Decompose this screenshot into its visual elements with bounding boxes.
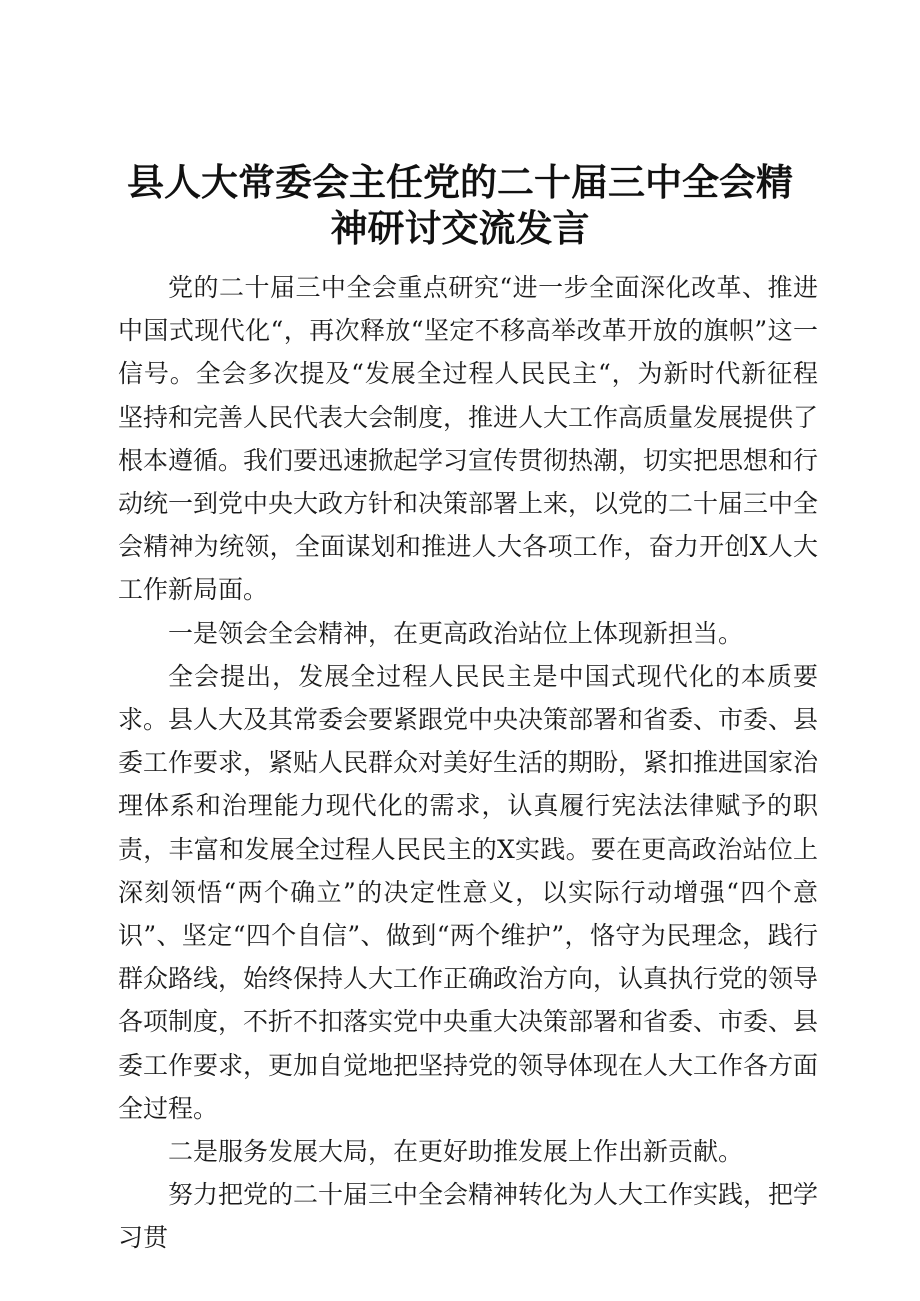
paragraph-heading-2: 二是服务发展大局，在更好助推发展上作出新贡献。	[168, 1137, 744, 1167]
paragraph-intro: 党的二十届三中全会重点研究“进一步全面深化改革、推进中国式现代化“，再次释放“坚定不移高举改革开放的旗帜”这一信号。全会多次提及“发展全过程人民民主“，为新时代新征程坚持和完善人民代表大会制度，推进人大工作高质量发展提供了根本遵循。我们要迅速掀起学习宣传贯彻热潮，切实把思想和行动统一到党中央大政方针和决策部署上来，以党的二十届三中全会精神为统领，全面谋划和推进人大各项工作，奋力开创X人大工作新局面。	[118, 273, 819, 605]
paragraph-section-1: 全会提出，发展全过程人民民主是中国式现代化的本质要求。县人大及其常委会要紧跟党中央决策部署和省委、市委、县委工作要求，紧贴人民群众对美好生活的期盼，紧扣推进国家治理体系和治理能力现代化的需求，认真履行宪法法律赋予的职责，丰富和发展全过程人民民主的X实践。要在更高政治站位上深刻领悟“两个确立”的决定性意义，以实际行动增强“四个意识”、坚定“四个自信”、做到“两个维护”，恪守为民理念，践行群众路线，始终保持人大工作正确政治方向，认真执行党的领导各项制度，不折不扣落实党中央重大决策部署和省委、市委、县委工作要求，更加自觉地把坚持党的领导体现在人大工作各方面全过程。	[118, 661, 819, 1123]
paragraph-section-2: 努力把党的二十届三中全会精神转化为人大工作实践，把学习贯	[118, 1180, 819, 1253]
paragraph-heading-1: 一是领会全会精神，在更高政治站位上体现新担当。	[168, 618, 744, 648]
document-body	[118, 266, 818, 1260]
document-title: 县人大常委会主任党的二十届三中全会精神研讨交流发言	[127, 161, 793, 250]
